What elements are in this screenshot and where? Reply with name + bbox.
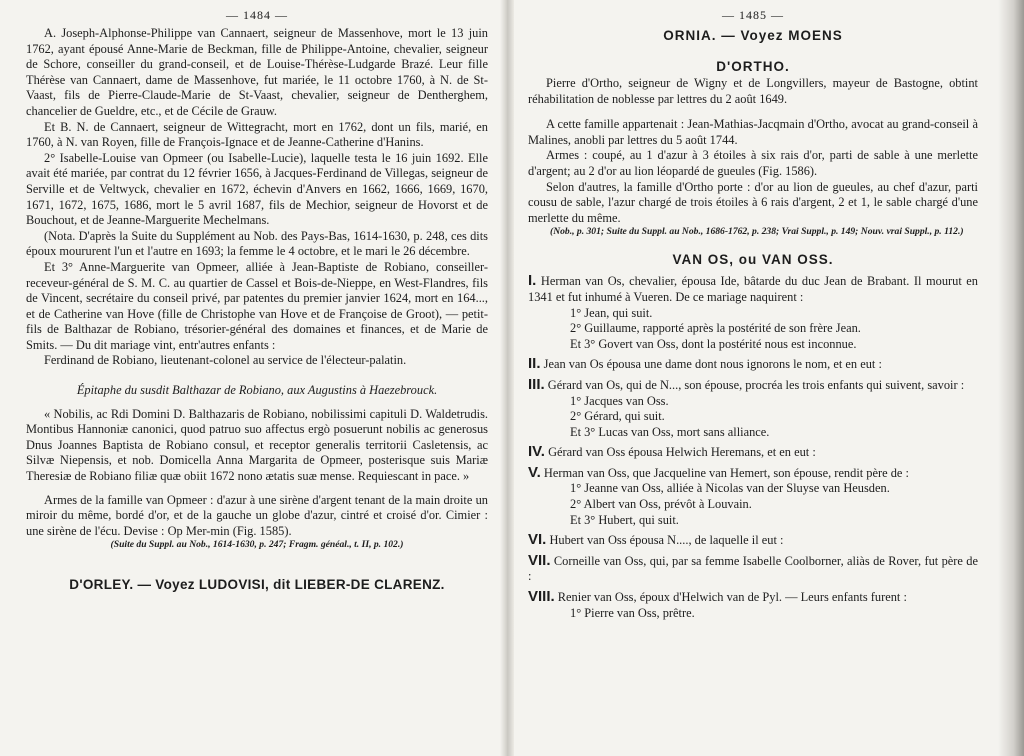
ornia-heading: ORNIA. — Voyez MOENS bbox=[663, 28, 843, 43]
generation-5 bbox=[528, 465, 978, 482]
generation-3-number: III. bbox=[528, 375, 545, 393]
generation-5-child-1: 1° Jeanne van Oss, alliée à Nicolas van der Sluyse van Heusden. bbox=[570, 481, 890, 496]
generation-7-text: Corneille van Oss, qui, par sa femme Isabelle Coolborner, aliàs de Rover, fut père de : bbox=[528, 553, 978, 584]
generation-8-text: Renier van Oss, époux d'Helwich van de Pyl. — Leurs enfants furent : bbox=[557, 590, 907, 605]
generation-7 bbox=[528, 553, 978, 585]
paragraph-anne-marguerite: Et 3° Anne-Marguerite van Opmeer, alliée à Jean-Baptiste de Robiano, conseiller-receveur-général de S. M. C. au quartier de Cassel et Bois-de-Nieppe, en West-Flandres, fils de Vincent, secrétaire du conseil privé, par patentes du premier janvier 1624, mort en 164..., et de Catherine van Hove (fille de Christophe van Hove et de Françoise de Groot), — petit-fils de Balthazar de Robiano, trésorier-général des domaines et finances, et de Marie de Smits. — Du dit mariage vint, entr'autres enfants : bbox=[26, 259, 488, 352]
generation-1-child-3: Et 3° Govert van Oss, dont la postérité nous est inconnue. bbox=[570, 336, 857, 351]
paragraph-cannaert-a: A. Joseph-Alphonse-Philippe van Cannaert, seigneur de Massenhove, mort le 13 juin 1762, ayant épousé Anne-Marie de Beckman, fille de Philippe-Antoine, chevalier, seigneur de Schore, conseiller du grand-conseil, et de Louise-Thérèse-Ludgarde Brazé. Leur fille Thérèse van Cannaert, dame de Massenhove, fut mariée, le 11 octobre 1760, à N. de St-Vaast, fils de Pierre-Claude-Marie de St-Vaast, chevalier, seigneur de Dentherghem, chancelier de Gueldre, etc., et de Cécile de Grauw. bbox=[26, 26, 488, 118]
paragraph-isabelle: 2° Isabelle-Louise van Opmeer (ou Isabelle-Lucie), laquelle testa le 16 juin 1692. Elle avait été mariée, par contrat du 12 février 1656, à Jacques-Ferdinand de Villegas, seigneur de Serville et de Veltwyck, chevalier en 1672, échevin d'Anvers en 1662, 1666, 1669, 1670, 1671, 1672, 1675, 1686, mort le 5 avril 1687, fils de Mechior, seigneur de Hovorst et de Bouchout, et de Jeanne-Marguerite Mechelmans. bbox=[26, 150, 488, 228]
ortho-heading: D'ORTHO. bbox=[716, 59, 790, 74]
generation-4-text: Gérard van Oss épousa Helwich Heremans, et en eut : bbox=[548, 445, 816, 460]
left-page-number: — 1484 — bbox=[226, 8, 288, 22]
generation-2 bbox=[528, 356, 978, 373]
epitaph-latin-text: « Nobilis, ac Rdi Domini D. Balthazaris de Robiano, nobilissimi capituli D. Waldetrudis. Montibus Hannoniæ canonici, quod patruo suo affectus ergò posuerunt nobilis ac generosus Dnus Joannes Baptista de Robiano consul, et receptor generalis territorii Casletensis, ac Silvæ Niepensis, et nob. Domicella Anna Margarita de Opmeer, posterisque suis Mariæ Theresiæ de Robiano filiæ quæ obiit 1672 nono ætatis suæ mense. Requiescant in pace. » bbox=[26, 406, 488, 484]
generation-1-child-2: 2° Guillaume, rapporté après la postérité de son frère Jean. bbox=[570, 321, 861, 336]
opmeer-source: (Suite du Suppl. au Nob., 1614-1630, p. 247; Fragm. généal., t. II, p. 102.) bbox=[110, 539, 404, 551]
generation-6-number: VI. bbox=[528, 531, 547, 549]
generation-3-text: Gérard van Os, qui de N..., son épouse, procréa les trois enfants qui suivent, savoir : bbox=[547, 377, 965, 392]
generation-4-number: IV. bbox=[528, 443, 545, 461]
generation-5-child-3: Et 3° Hubert, qui suit. bbox=[570, 512, 679, 527]
generation-7-number: VII. bbox=[528, 551, 551, 569]
generation-1 bbox=[528, 273, 978, 305]
generation-4 bbox=[528, 444, 978, 461]
paragraph-cannaert-b: Et B. N. de Cannaert, seigneur de Wittegracht, mort en 1762, dont un fils, marié, en 1760, à N. van Royen, fille de François-Ignace et de Jeanne-Catherine d'Hanins. bbox=[26, 119, 488, 150]
generation-5-text: Herman van Oss, que Jacqueline van Hemert, son épouse, rendit père de : bbox=[543, 465, 909, 480]
ortho-source: (Nob., p. 301; Suite du Suppl. au Nob., 1686-1762, p. 238; Vrai Suppl., p. 149; Nouv. vrai Suppl., p. 112.) bbox=[550, 226, 964, 238]
paragraph-ferdinand: Ferdinand de Robiano, lieutenant-colonel au service de l'électeur-palatin. bbox=[44, 353, 407, 368]
right-page-number: — 1485 — bbox=[722, 8, 784, 22]
book-gutter bbox=[500, 0, 514, 756]
generation-3 bbox=[528, 377, 978, 394]
generation-1-number: I. bbox=[528, 272, 537, 290]
generation-6-text: Hubert van Oss épousa N...., de laquelle il eut : bbox=[549, 533, 784, 548]
generation-8-child-1: 1° Pierre van Oss, prêtre. bbox=[570, 605, 695, 620]
generation-2-text: Jean van Os épousa une dame dont nous ignorons le nom, et en eut : bbox=[543, 357, 882, 372]
generation-1-text: Herman van Os, chevalier, épousa Ide, bâtarde du duc Jean de Brabant. Il mourut en 1341 et fut inhumé à Vueren. De ce mariage naquirent : bbox=[528, 274, 978, 304]
generation-3-child-2: 2° Gérard, qui suit. bbox=[570, 409, 665, 424]
epitaph-title: Épitaphe du susdit Balthazar de Robiano, aux Augustins à Haezebrouck. bbox=[76, 383, 438, 398]
generation-2-number: II. bbox=[528, 355, 541, 373]
left-page bbox=[0, 0, 500, 756]
page-edge-shadow bbox=[998, 0, 1024, 756]
generation-8 bbox=[528, 589, 978, 606]
generation-6 bbox=[528, 532, 978, 549]
generation-5-number: V. bbox=[528, 463, 541, 481]
generation-5-child-2: 2° Albert van Oss, prévôt à Louvain. bbox=[570, 497, 752, 512]
ortho-paragraph-2: A cette famille appartenait : Jean-Mathias-Jacqmain d'Ortho, avocat au grand-conseil à Malines, anobli par lettres du 5 août 1744. bbox=[528, 117, 978, 147]
right-page bbox=[514, 0, 1000, 756]
generation-3-child-3: Et 3° Lucas van Oss, mort sans alliance. bbox=[570, 424, 770, 439]
ortho-paragraph-1: Pierre d'Ortho, seigneur de Wigny et de Longvillers, mayeur de Bastogne, obtint réhabilitation de noblesse par lettres du 2 août 1649. bbox=[528, 76, 978, 106]
generation-8-number: VIII. bbox=[528, 588, 555, 606]
ortho-arms: Armes : coupé, au 1 d'azur à 3 étoiles à six rais d'or, parti de sable à une merlette d'argent; au 2 d'or au lion léopardé de gueules (Fig. 1586). bbox=[528, 148, 978, 178]
van-os-heading: VAN OS, ou VAN OSS. bbox=[672, 252, 834, 268]
paragraph-nota: (Nota. D'après la Suite du Supplément au Nob. des Pays-Bas, 1614-1630, p. 248, ces dits époux moururent l'un et l'autre en 1693; la femme le 4 octobre, et le mari le 26 décembre. bbox=[26, 228, 488, 259]
ortho-arms-alt: Selon d'autres, la famille d'Ortho porte : d'or au lion de gueules, au chef d'azur, parti cousu de sable, l'azur chargé de trois étoiles à 6 rais d'argent, 2 et 1, le sable chargé d'une merlette du même. bbox=[528, 179, 978, 225]
generation-3-child-1: 1° Jacques van Oss. bbox=[570, 393, 669, 408]
orley-heading: D'ORLEY. — Voyez LUDOVISI, dit LIEBER-DE CLARENZ. bbox=[69, 577, 445, 593]
generation-1-child-1: 1° Jean, qui suit. bbox=[570, 305, 653, 320]
opmeer-arms: Armes de la famille van Opmeer : d'azur à une sirène d'argent tenant de la main droite un miroir du même, bordé d'or, et de la gauche un globe d'azur, cintré et croisé d'or. Cimier : une sirène de l'écu. Devise : Op Mer-min (Fig. 1585). bbox=[26, 492, 488, 538]
